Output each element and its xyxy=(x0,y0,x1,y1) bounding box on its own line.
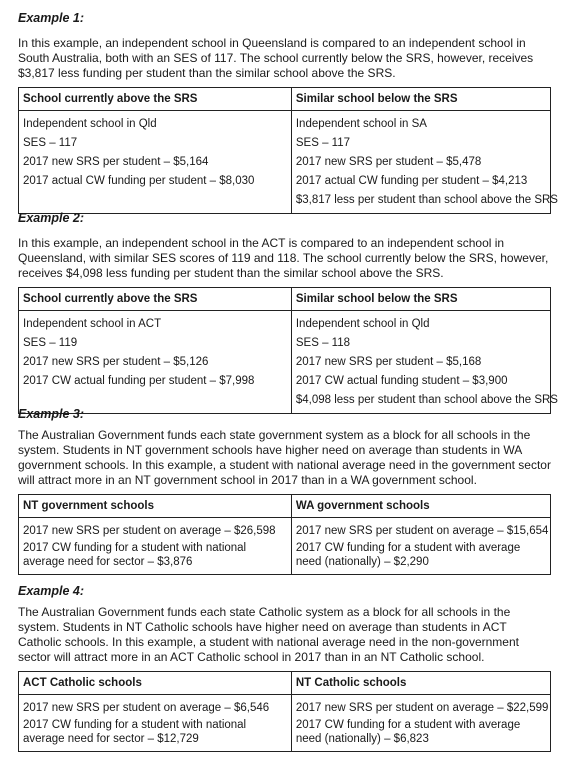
cell-line: 2017 new SRS per student – $5,126 xyxy=(23,356,209,368)
table-row xyxy=(19,311,551,414)
cell-line: 2017 CW actual funding per student – $7,998 xyxy=(23,375,255,387)
cell-line: SES – 117 xyxy=(295,137,350,149)
table-header-left: NT government schools xyxy=(19,495,292,518)
table-row xyxy=(19,111,551,214)
example-3-section xyxy=(18,406,551,575)
table-cell-left xyxy=(19,111,292,214)
example-4-table xyxy=(18,671,551,752)
example-2-title: Example 2: xyxy=(18,211,85,225)
cell-line: 2017 new SRS per student on average – $22,599 xyxy=(295,702,549,714)
table-cell-left xyxy=(19,695,292,752)
table-cell-right xyxy=(291,518,550,575)
cell-line: 2017 CW funding for a student with national average need for sector – $12,729 xyxy=(23,719,247,745)
cell-line: 2017 new SRS per student – $5,478 xyxy=(295,156,482,168)
example-2-table xyxy=(18,287,558,414)
example-1-paragraph: In this example, an independent school in Queensland is compared to an independent school in South Australia, both with an SES of 117. The school currently below the SRS, however, receives $3,817 less funding per student than the similar school above the SRS. xyxy=(18,36,534,80)
cell-line: Independent school in Qld xyxy=(295,318,430,330)
table-header-row xyxy=(19,495,551,518)
example-4-title: Example 4: xyxy=(18,584,85,598)
example-3-paragraph: The Australian Government funds each state government system as a block for all schools in the system. Students in NT government schools have higher need on average than students in WA government schools. In this example, a student with national average need in the government sector will attract more in an NT government school in 2017 than in a WA government school. xyxy=(18,428,551,487)
cell-line: 2017 new SRS per student on average – $6,546 xyxy=(23,702,270,714)
table-header-left: School currently above the SRS xyxy=(19,288,292,311)
example-1-section xyxy=(18,0,558,214)
cell-line: 2017 new SRS per student on average – $15,654 xyxy=(295,525,549,537)
example-4-paragraph: The Australian Government funds each state Catholic system as a block for all schools in the system. Students in NT Catholic schools have higher need on average than students in ACT Catholic schools. In this example, a student with national average need in the non-government sector will attract more in an ACT Catholic school in 2017 than in an NT Catholic school. xyxy=(18,605,519,664)
cell-line: SES – 118 xyxy=(295,337,350,349)
table-header-row xyxy=(19,88,551,111)
example-1-title: Example 1: xyxy=(18,11,85,25)
cell-line: 2017 new SRS per student – $5,168 xyxy=(295,356,482,368)
table-header-left: School currently above the SRS xyxy=(19,88,292,111)
table-cell-left xyxy=(19,311,292,414)
example-1-table xyxy=(18,87,558,214)
cell-line: 2017 actual CW funding per student – $8,030 xyxy=(23,175,255,187)
table-row xyxy=(19,518,551,575)
example-3-title: Example 3: xyxy=(18,407,85,421)
cell-line: 2017 actual CW funding per student – $4,213 xyxy=(295,175,528,187)
table-header-left: ACT Catholic schools xyxy=(19,672,292,695)
table-header-row xyxy=(19,288,551,311)
table-row xyxy=(19,695,551,752)
cell-line: 2017 CW funding for a student with national average need for sector – $3,876 xyxy=(23,542,247,568)
table-header-row xyxy=(19,672,551,695)
table-header-right: NT Catholic schools xyxy=(291,672,550,695)
table-header-right: Similar school below the SRS xyxy=(291,88,550,111)
cell-line: Independent school in SA xyxy=(295,118,427,130)
table-cell-left xyxy=(19,518,292,575)
table-header-right: WA government schools xyxy=(291,495,550,518)
table-cell-right xyxy=(291,311,558,414)
cell-line: 2017 new SRS per student – $5,164 xyxy=(23,156,209,168)
example-3-table xyxy=(18,494,551,575)
cell-line: Independent school in Qld xyxy=(23,118,157,130)
example-2-paragraph: In this example, an independent school in the ACT is compared to an independent school in Queensland, with similar SES scores of 119 and 118. The school currently below the SRS, however, receives $4,098 less funding per student than the similar school above the SRS. xyxy=(18,236,549,280)
table-header-right: Similar school below the SRS xyxy=(291,288,550,311)
table-cell-right xyxy=(291,695,550,752)
cell-line: $3,817 less per student than school above the SRS xyxy=(295,194,558,206)
cell-line: 2017 CW actual funding student – $3,900 xyxy=(295,375,508,387)
table-cell-right xyxy=(291,111,558,214)
cell-line: Independent school in ACT xyxy=(23,318,162,330)
cell-line: $4,098 less per student than school above the SRS xyxy=(295,394,558,406)
example-4-section xyxy=(18,583,551,752)
cell-line: 2017 CW funding for a student with average need (nationally) – $2,290 xyxy=(295,542,521,568)
cell-line: SES – 117 xyxy=(23,137,78,149)
cell-line: SES – 119 xyxy=(23,337,78,349)
cell-line: 2017 CW funding for a student with average need (nationally) – $6,823 xyxy=(295,719,521,745)
cell-line: 2017 new SRS per student on average – $26,598 xyxy=(23,525,276,537)
